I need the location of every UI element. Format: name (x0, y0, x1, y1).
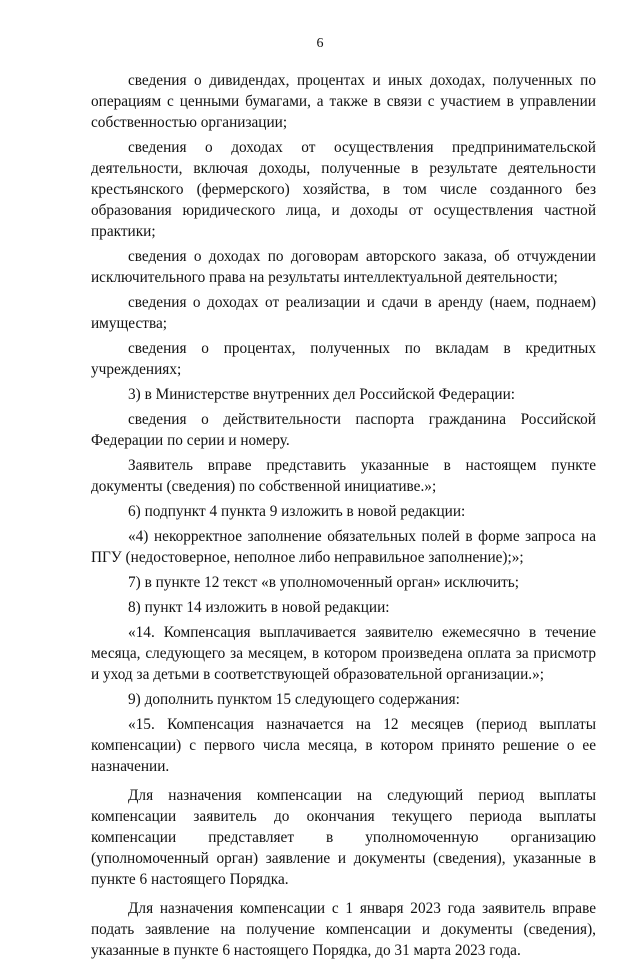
document-body (91, 70, 596, 961)
paragraph-item-8: 8) пункт 14 изложить в новой редакции: (128, 599, 390, 616)
paragraph-passport: сведения о действительности паспорта гражданина Российской Федерации по серии и номеру. (91, 411, 596, 449)
paragraph-own-initiative: Заявитель вправе представить указанные в настоящем пункте документы (сведения) по собственной инициативе.»; (91, 457, 596, 495)
paragraph-next-period: Для назначения компенсации на следующий период выплаты компенсации заявитель до окончания текущего периода выплаты компенсации представляет в уполномоченную организацию (уполномоченный орган) заявление и документы (сведения), указанные в пункте 6 настоящего Порядка. (91, 787, 596, 888)
paragraph-dividends: сведения о дивидендах, процентах и иных доходах, полученных по операциям с ценными бумагами, а также в связи с участием в управлении собственностью организации; (91, 72, 596, 131)
paragraph-clause-14: «14. Компенсация выплачивается заявителю ежемесячно в течение месяца, следующего за месяцем, в котором произведена оплата за присмотр и уход за детьми в соответствующей образовательной организации.»; (91, 624, 596, 683)
paragraph-item-7: 7) в пункте 12 текст «в уполномоченный орган» исключить; (128, 574, 520, 591)
paragraph-author-contracts: сведения о доходах по договорам авторского заказа, об отчуждении исключительного права на результаты интеллектуальной деятельности; (91, 248, 596, 286)
paragraph-business-income: сведения о доходах от осуществления предпринимательской деятельности, включая доходы, полученные в результате деятельности крестьянского (фермерского) хозяйства, в том числе созданного без образования юридического лица, и доходы от осуществления частной практики; (91, 139, 596, 240)
paragraph-2023-deadline: Для назначения компенсации с 1 января 2023 года заявитель вправе подать заявление на получение компенсации и документы (сведения), указанные в пункте 6 настоящего Порядка, до 31 марта 2023 года. (91, 900, 596, 959)
paragraph-property-rent: сведения о доходах от реализации и сдачи в аренду (наем, поднаем) имущества; (91, 294, 596, 332)
paragraph-mvd: 3) в Министерстве внутренних дел Российской Федерации: (128, 386, 516, 403)
page-number: 6 (316, 36, 324, 51)
paragraph-deposit-interest: сведения о процентах, полученных по вкладам в кредитных учреждениях; (91, 340, 596, 378)
paragraph-item-6: 6) подпункт 4 пункта 9 изложить в новой редакции: (128, 503, 466, 520)
paragraph-subitem-4: «4) некорректное заполнение обязательных полей в форме запроса на ПГУ (недостоверное, неполное либо неправильное заполнение);»; (91, 528, 596, 566)
paragraph-item-9: 9) дополнить пунктом 15 следующего содержания: (128, 691, 460, 708)
paragraph-clause-15: «15. Компенсация назначается на 12 месяцев (период выплаты компенсации) с первого числа месяца, в котором принято решение о ее назначении. (91, 716, 596, 775)
